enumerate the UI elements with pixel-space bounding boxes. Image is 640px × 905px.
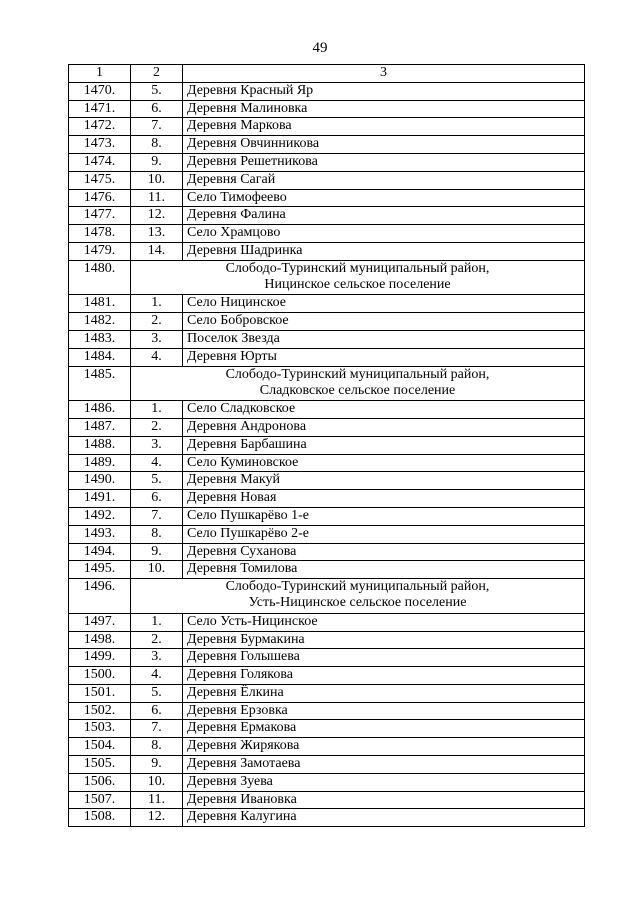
page-number: 49 xyxy=(312,40,328,56)
row-index: 10. xyxy=(131,171,183,189)
row-number: 1481. xyxy=(69,295,131,313)
row-number: 1480. xyxy=(69,260,131,295)
section-district: Слободо-Туринский муниципальный район, xyxy=(225,579,490,595)
row-index: 7. xyxy=(131,507,183,525)
row-number: 1472. xyxy=(69,118,131,136)
table-row xyxy=(69,207,585,225)
locality-name: Село Пушкарёво 2-е xyxy=(183,525,585,543)
row-index: 10. xyxy=(131,561,183,579)
table-header xyxy=(69,65,585,83)
row-number: 1508. xyxy=(69,809,131,827)
row-index: 1. xyxy=(131,401,183,419)
row-number: 1507. xyxy=(69,791,131,809)
row-index: 7. xyxy=(131,720,183,738)
row-index: 5. xyxy=(131,472,183,490)
table-row xyxy=(69,490,585,508)
row-number: 1479. xyxy=(69,242,131,260)
table-row xyxy=(69,791,585,809)
locality-name: Деревня Ёлкина xyxy=(183,684,585,702)
settlements-table xyxy=(68,64,585,827)
table-row xyxy=(69,667,585,685)
row-number: 1485. xyxy=(69,366,131,401)
locality-name: Деревня Маркова xyxy=(183,118,585,136)
row-index: 5. xyxy=(131,82,183,100)
row-index: 12. xyxy=(131,809,183,827)
table-row xyxy=(69,756,585,774)
row-number: 1477. xyxy=(69,207,131,225)
locality-name: Деревня Бурмакина xyxy=(183,631,585,649)
section-settlement: Сладковское сельское поселение xyxy=(259,382,456,398)
section-title xyxy=(131,260,585,295)
table-row xyxy=(69,171,585,189)
row-index: 5. xyxy=(131,684,183,702)
table-row xyxy=(69,684,585,702)
row-index: 11. xyxy=(131,189,183,207)
header-col-1: 1 xyxy=(69,65,131,83)
locality-name: Деревня Юрты xyxy=(183,348,585,366)
row-number: 1474. xyxy=(69,153,131,171)
row-number: 1487. xyxy=(69,418,131,436)
locality-name: Село Ницинское xyxy=(183,295,585,313)
table-row xyxy=(69,454,585,472)
section-district: Слободо-Туринский муниципальный район, xyxy=(225,366,490,382)
row-index: 4. xyxy=(131,348,183,366)
locality-name: Деревня Красный Яр xyxy=(183,82,585,100)
locality-name: Село Усть-Ницинское xyxy=(183,613,585,631)
header-col-2: 2 xyxy=(131,65,183,83)
table-row xyxy=(69,649,585,667)
locality-name: Деревня Макуй xyxy=(183,472,585,490)
row-index: 9. xyxy=(131,756,183,774)
row-index: 6. xyxy=(131,702,183,720)
locality-name: Деревня Ерзовка xyxy=(183,702,585,720)
locality-name: Поселок Звезда xyxy=(183,330,585,348)
row-number: 1489. xyxy=(69,454,131,472)
row-index: 2. xyxy=(131,313,183,331)
locality-name: Деревня Сагай xyxy=(183,171,585,189)
locality-name: Деревня Овчинникова xyxy=(183,136,585,154)
header-row xyxy=(69,65,585,83)
table-row xyxy=(69,136,585,154)
section-row xyxy=(69,366,585,401)
locality-name: Село Бобровское xyxy=(183,313,585,331)
row-number: 1496. xyxy=(69,579,131,614)
table-row xyxy=(69,702,585,720)
table-row xyxy=(69,295,585,313)
table-row xyxy=(69,242,585,260)
row-number: 1471. xyxy=(69,100,131,118)
row-index: 8. xyxy=(131,525,183,543)
locality-name: Село Куминовское xyxy=(183,454,585,472)
section-district: Слободо-Туринский муниципальный район, xyxy=(225,260,490,276)
locality-name: Деревня Ермакова xyxy=(183,720,585,738)
table-row xyxy=(69,401,585,419)
section-settlement: Ницинское сельское поселение xyxy=(264,276,451,292)
row-index: 6. xyxy=(131,100,183,118)
row-index: 1. xyxy=(131,295,183,313)
row-number: 1495. xyxy=(69,561,131,579)
locality-name: Деревня Замотаева xyxy=(183,756,585,774)
row-index: 9. xyxy=(131,153,183,171)
table-row xyxy=(69,613,585,631)
row-index: 4. xyxy=(131,667,183,685)
table-row xyxy=(69,100,585,118)
row-number: 1473. xyxy=(69,136,131,154)
table-row xyxy=(69,189,585,207)
locality-name: Село Сладковское xyxy=(183,401,585,419)
table-row xyxy=(69,738,585,756)
row-index: 8. xyxy=(131,738,183,756)
row-index: 3. xyxy=(131,436,183,454)
locality-name: Деревня Решетникова xyxy=(183,153,585,171)
row-index: 10. xyxy=(131,773,183,791)
row-number: 1504. xyxy=(69,738,131,756)
row-number: 1478. xyxy=(69,225,131,243)
row-index: 7. xyxy=(131,118,183,136)
table-row xyxy=(69,472,585,490)
table-row xyxy=(69,330,585,348)
table-row xyxy=(69,348,585,366)
row-number: 1503. xyxy=(69,720,131,738)
row-index: 2. xyxy=(131,631,183,649)
row-number: 1506. xyxy=(69,773,131,791)
table-body xyxy=(69,82,585,826)
section-settlement: Усть-Ницинское сельское поселение xyxy=(248,595,467,611)
table-row xyxy=(69,773,585,791)
locality-name: Село Пушкарёво 1-е xyxy=(183,507,585,525)
table-row xyxy=(69,436,585,454)
row-number: 1494. xyxy=(69,543,131,561)
table-row xyxy=(69,631,585,649)
table-row xyxy=(69,561,585,579)
row-number: 1475. xyxy=(69,171,131,189)
locality-name: Деревня Жирякова xyxy=(183,738,585,756)
table-row xyxy=(69,525,585,543)
row-number: 1490. xyxy=(69,472,131,490)
locality-name: Деревня Голякова xyxy=(183,667,585,685)
row-index: 13. xyxy=(131,225,183,243)
row-number: 1488. xyxy=(69,436,131,454)
locality-name: Деревня Андронова xyxy=(183,418,585,436)
section-row xyxy=(69,579,585,614)
row-number: 1476. xyxy=(69,189,131,207)
header-col-3: 3 xyxy=(183,65,585,83)
locality-name: Село Тимофеево xyxy=(183,189,585,207)
row-index: 1. xyxy=(131,613,183,631)
section-title xyxy=(131,579,585,614)
locality-name: Деревня Суханова xyxy=(183,543,585,561)
row-index: 9. xyxy=(131,543,183,561)
locality-name: Деревня Малиновка xyxy=(183,100,585,118)
table-row xyxy=(69,543,585,561)
locality-name: Деревня Барбашина xyxy=(183,436,585,454)
row-index: 11. xyxy=(131,791,183,809)
table-row xyxy=(69,418,585,436)
locality-name: Деревня Новая xyxy=(183,490,585,508)
row-number: 1493. xyxy=(69,525,131,543)
row-index: 14. xyxy=(131,242,183,260)
row-number: 1502. xyxy=(69,702,131,720)
locality-name: Деревня Томилова xyxy=(183,561,585,579)
table-row xyxy=(69,809,585,827)
row-number: 1492. xyxy=(69,507,131,525)
locality-name: Деревня Шадринка xyxy=(183,242,585,260)
table-row xyxy=(69,225,585,243)
locality-name: Село Храмцово xyxy=(183,225,585,243)
row-index: 3. xyxy=(131,649,183,667)
row-number: 1500. xyxy=(69,667,131,685)
row-index: 3. xyxy=(131,330,183,348)
row-number: 1486. xyxy=(69,401,131,419)
row-number: 1505. xyxy=(69,756,131,774)
table-row xyxy=(69,153,585,171)
row-number: 1491. xyxy=(69,490,131,508)
row-index: 2. xyxy=(131,418,183,436)
locality-name: Деревня Калугина xyxy=(183,809,585,827)
row-number: 1470. xyxy=(69,82,131,100)
row-number: 1497. xyxy=(69,613,131,631)
row-number: 1483. xyxy=(69,330,131,348)
row-number: 1501. xyxy=(69,684,131,702)
row-number: 1499. xyxy=(69,649,131,667)
table-row xyxy=(69,313,585,331)
row-index: 8. xyxy=(131,136,183,154)
section-row xyxy=(69,260,585,295)
row-index: 12. xyxy=(131,207,183,225)
table-row xyxy=(69,720,585,738)
section-title xyxy=(131,366,585,401)
row-index: 6. xyxy=(131,490,183,508)
row-number: 1482. xyxy=(69,313,131,331)
locality-name: Деревня Фалина xyxy=(183,207,585,225)
table-row xyxy=(69,82,585,100)
row-number: 1484. xyxy=(69,348,131,366)
row-number: 1498. xyxy=(69,631,131,649)
row-index: 4. xyxy=(131,454,183,472)
locality-name: Деревня Голышева xyxy=(183,649,585,667)
table-row xyxy=(69,507,585,525)
table-row xyxy=(69,118,585,136)
locality-name: Деревня Зуева xyxy=(183,773,585,791)
locality-name: Деревня Ивановка xyxy=(183,791,585,809)
